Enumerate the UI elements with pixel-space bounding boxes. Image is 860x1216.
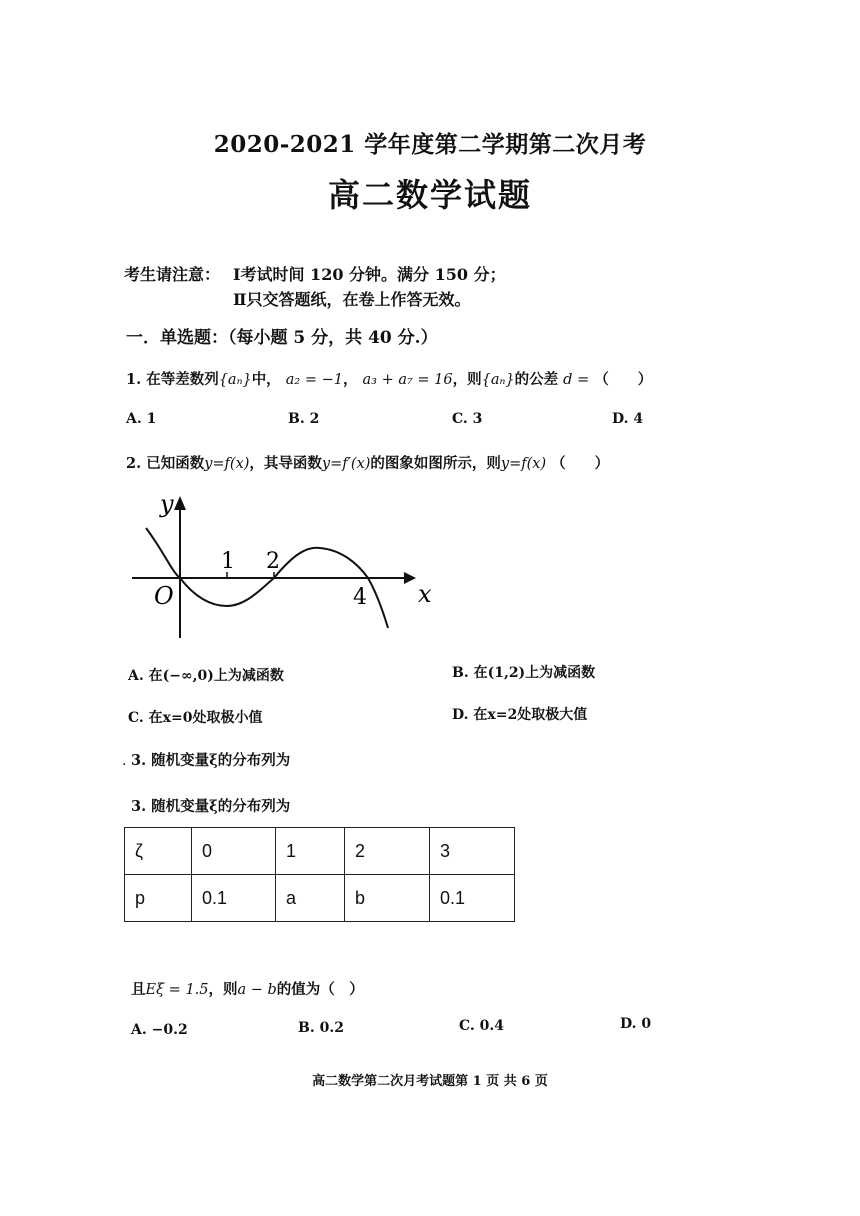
- q2-function-2: y=f(x): [500, 456, 547, 472]
- tick-label-1: 1: [221, 549, 235, 574]
- exam-title: 2020-2021 学年度第二学期第二次月考: [213, 131, 647, 158]
- q1-text-c: ，则: [452, 371, 482, 388]
- q3-stem: 3. 随机变量ξ的分布列为: [131, 798, 291, 815]
- q1-text-b: 中，: [251, 371, 281, 388]
- table-cell: 0: [192, 828, 276, 875]
- x-axis-label: x: [418, 580, 432, 608]
- q2-option-c: C. 在x=0处取极小值: [128, 710, 263, 726]
- q1-sequence: {aₙ}: [218, 372, 252, 388]
- derivative-graph: [120, 488, 430, 648]
- q3-condition-a: 且: [131, 981, 146, 998]
- q1-number: 1.: [126, 371, 142, 388]
- table-row: [125, 828, 515, 875]
- notice-line-2: Ⅱ只交答题纸，在卷上作答无效。: [233, 290, 471, 309]
- notice-label: 考生请注意：: [124, 265, 221, 284]
- section-heading: 一．单选题：（每小题 5 分，共 40 分.）: [126, 328, 438, 348]
- table-cell: p: [125, 875, 192, 922]
- q1-option-a: A. 1: [126, 411, 157, 427]
- q1-condition-1: a₂ = −1: [285, 372, 343, 388]
- q1-condition-2: a₃ + a₇ = 16: [362, 372, 453, 388]
- tick-label-4: 4: [353, 585, 367, 610]
- y-axis-label: y: [160, 490, 174, 518]
- y-axis-arrow: [174, 496, 186, 510]
- q3-option-d: D. 0: [620, 1016, 652, 1032]
- q3-stem-duplicate: 3. 随机变量ξ的分布列为: [131, 752, 291, 769]
- distribution-table: [124, 827, 515, 922]
- table-cell: b: [345, 875, 430, 922]
- q2-option-a: A. 在(−∞,0)上为减函数: [128, 668, 284, 684]
- q1-option-b: B. 2: [288, 411, 320, 427]
- q1-answer-paren: （ ）: [594, 371, 653, 388]
- q1-option-d: D. 4: [612, 411, 644, 427]
- q2-text-b: ，其导函数: [249, 455, 322, 472]
- q3-difference: a − b: [237, 982, 277, 998]
- subject-title: 高二数学试题: [327, 176, 532, 214]
- q3-condition-c: 的值为（ ）: [276, 981, 364, 998]
- origin-label: O: [154, 582, 174, 610]
- q1-sequence-2: {aₙ}: [481, 372, 515, 388]
- q3-condition-b: ，则: [208, 981, 238, 998]
- table-row: [125, 875, 515, 922]
- x-axis-arrow: [404, 572, 416, 584]
- table-cell: 3: [430, 828, 515, 875]
- q2-answer-paren: （ ）: [551, 455, 610, 472]
- q3-condition: [131, 978, 364, 999]
- table-cell: 0.1: [192, 875, 276, 922]
- tick-label-2: 2: [266, 549, 280, 574]
- table-cell: 2: [345, 828, 430, 875]
- table-cell: a: [276, 875, 345, 922]
- q1-text-d: 的公差: [514, 371, 559, 388]
- q2-function: y=f(x): [204, 456, 250, 472]
- q3-expectation: Eξ = 1.5: [145, 982, 209, 998]
- q1-option-c: C. 3: [452, 411, 483, 427]
- q1-d-equals: d =: [563, 372, 590, 388]
- q1-comma: ，: [342, 371, 358, 388]
- q3-option-c: C. 0.4: [459, 1018, 505, 1034]
- notice-line-1: Ⅰ考试时间 120 分钟。满分 150 分；: [233, 265, 506, 284]
- q2-number: 2.: [126, 455, 142, 472]
- page-footer: 高二数学第二次月考试题第 1 页 共 6 页: [312, 1074, 548, 1089]
- table-cell: 1: [276, 828, 345, 875]
- q3-option-a: A. −0.2: [131, 1022, 188, 1038]
- q2-text-c: 的图象如图所示，则: [370, 455, 501, 472]
- q2-text-a: 已知函数: [146, 455, 205, 472]
- q2-option-d: D. 在x=2处取极大值: [452, 707, 588, 723]
- q2-derivative: y=f′(x): [321, 456, 371, 472]
- question-2-stem: [126, 452, 609, 473]
- table-cell: 0.1: [430, 875, 515, 922]
- q2-option-b: B. 在(1,2)上为减函数: [452, 665, 596, 681]
- table-cell: ζ: [125, 828, 192, 875]
- q3-option-b: B. 0.2: [298, 1020, 344, 1036]
- q1-text-a: 在等差数列: [146, 371, 219, 388]
- question-1-stem: [126, 368, 652, 389]
- stray-dot: ·: [122, 757, 127, 773]
